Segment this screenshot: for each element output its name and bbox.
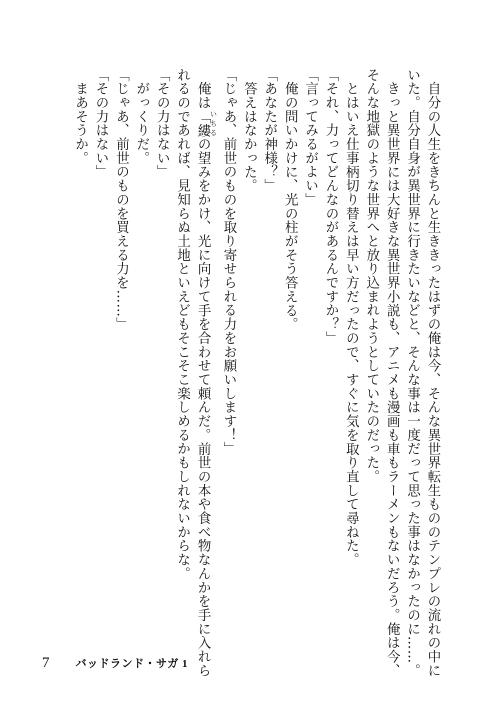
ruby-annotation: 「縷 いちる: [195, 109, 218, 138]
text-line: 「あなたが神様？」: [261, 68, 277, 193]
ruby-reading: いちる: [209, 109, 218, 138]
text-line: とはいえ仕事柄切り替えは早い方だったので、すぐに気を取り直して尋ねた。: [343, 81, 359, 567]
text-line: 「じゃあ、前世のものを取り寄せられる力をお願いします！」: [220, 68, 236, 456]
text-line: 「その力はない」: [154, 68, 170, 179]
text-line: れるのであれば、見知らぬ土地といえどもそこそこ楽しめるかもしれないからな。: [174, 68, 190, 581]
page-footer: [42, 655, 188, 672]
text-line: 俺の問いかけに、光の柱がそう答える。: [282, 81, 298, 332]
text-line: 俺は「縷 いちるの望みをかけ、光に向けて手を合わせて頼んだ。前世の本や食べ物なんかを手に入れら: [195, 81, 218, 678]
text-line: そんな地獄のような世界へと放り込まれようとしていたのだった。: [363, 68, 379, 484]
running-title: バッドランド・サガ 1: [75, 658, 189, 670]
text-line: 自分の人生をきちんと生ききったはずの俺は今、そんな異世界転生もののテンプレの流れの中に: [425, 81, 440, 678]
text-line: 「その力はない」: [93, 68, 108, 179]
text-line: まあそうか。: [72, 81, 88, 165]
text-line: 「じゃあ、前世のものを買える力を……」: [113, 68, 129, 332]
text-line: がっくりだ。: [133, 81, 149, 165]
page-number: 7: [42, 655, 50, 671]
text-line: 「言ってみるがよい」: [302, 68, 318, 207]
text-line: 「それ、力ってどんなのがあるんですか？」: [322, 68, 338, 345]
text-line: 答えはなかった。: [241, 81, 257, 193]
text-line: いた。自分自身が異世界に行きたいなどと、そんな事は一度だって思った事はなかったのに……。: [404, 68, 420, 678]
text-line: きっと異世界には大好きな異世界小説も、アニメも漫画も車もラーメンもないだろう。俺は今、: [384, 81, 400, 678]
